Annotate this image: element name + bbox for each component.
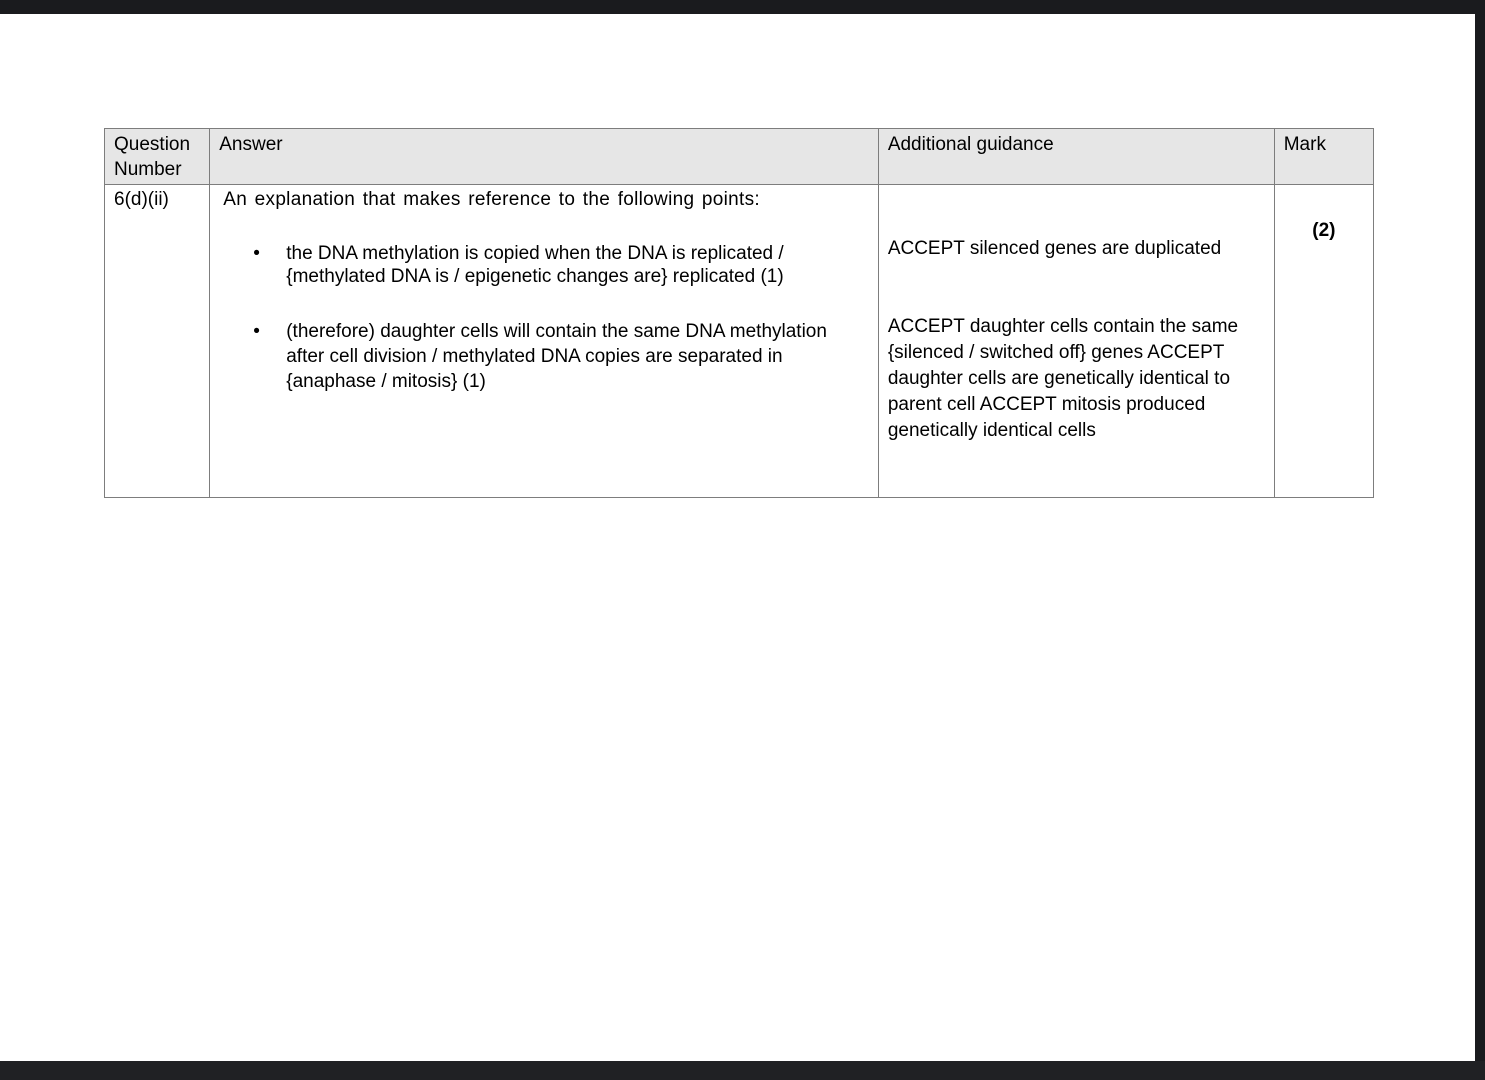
bullet-icon: •: [253, 243, 260, 264]
answer-points: [223, 242, 868, 394]
header-question-number: Question Number: [105, 129, 210, 185]
answer-intro: An explanation that makes reference to the following points:: [223, 189, 760, 210]
guidance-text: ACCEPT silenced genes are duplicated: [887, 238, 1222, 259]
guidance-text: ACCEPT daughter cells contain the same {silenced / switched off} genes ACCEPT daughter cells are genetically identical to parent cell ACCEPT mitosis produced genetically identical cells: [887, 316, 1239, 441]
mark-scheme-table: [104, 128, 1374, 498]
guidance-cell: [878, 185, 1274, 498]
answer-point-text: (therefore) daughter cells will contain the same DNA methylation after cell division / methylated DNA copies are separated in {anaphase / mitosis} (1): [286, 321, 827, 392]
answer-cell: [210, 185, 879, 498]
table-row: [105, 185, 1374, 498]
bullet-icon: •: [253, 321, 260, 342]
header-row: [105, 129, 1374, 185]
question-number: 6(d)(ii): [105, 185, 210, 498]
mark-cell: [1274, 185, 1373, 498]
document-page: [0, 14, 1475, 1061]
list-item: [223, 319, 868, 394]
answer-point-text: the DNA methylation is copied when the DNA is replicated / {methylated DNA is / epigenetic changes are} replicated (1): [286, 243, 784, 287]
bottom-strip: [0, 1061, 1485, 1080]
mark-value: (2): [1312, 220, 1336, 241]
header-mark: Mark: [1274, 129, 1373, 185]
header-additional-guidance: Additional guidance: [878, 129, 1274, 185]
list-item: [223, 242, 868, 288]
header-answer: Answer: [210, 129, 879, 185]
